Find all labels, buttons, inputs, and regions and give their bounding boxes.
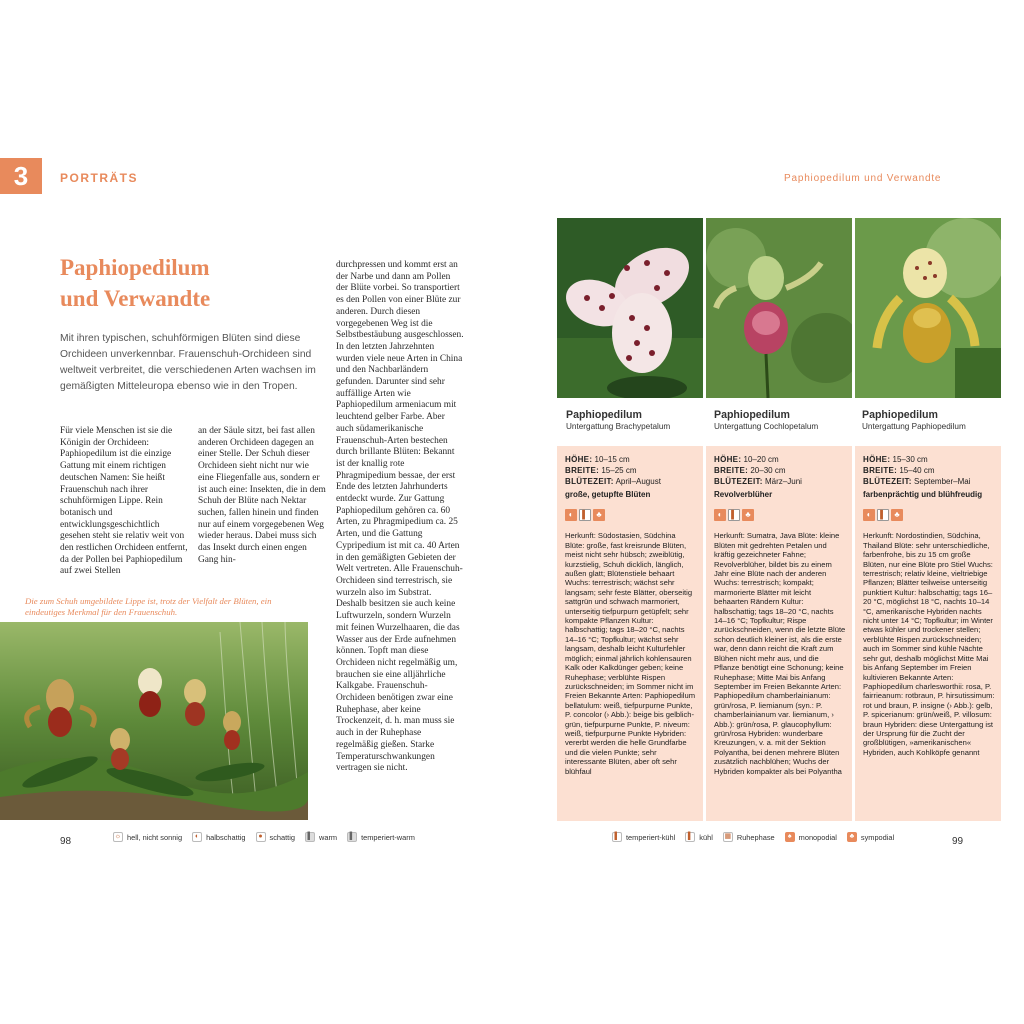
body-column-3: durchpressen und kommt erst an der Narbe und dann am Pollen der Blüte vorbei. So transportiert es den Pollen von einer Blüte zur anderen. Durch diesen vorgegebenen Weg ist die Selbstbestäubung ausgeschlossen. In den letzten Jahrzehnten wurden viele neue Arten in China und den Nachbarländern gefunden. Darunter sind sehr auffällige Arten wie Paphiopedilum armeniacum mit leuchtend gelber Farbe. Aber auch südamerikanische Frauenschuh-Arten bestechen durch brillante Blüten: Bekannt ist der knallig rote Phragmipedium bessae, der erst Ende des letzten Jahrhunderts entdeckt wurde. Zur Gattung Paphiopedilum gehören ca. 60 Arten, zu Phragmipedium ca. 25 Arten, und die Gattung Cypripedium ist mit ca. 40 Arten in den gemäßigten Gebieten der Welt vertreten. Alle Frauenschuh-Orchideen sind terrestrisch, sie wurzeln also im Substrat. Deshalb besitzen sie auch keine Luftwurzeln, sondern Wurzeln mit feinen Wurzelhaaren, die das Wasser aus der Erde aufnehmen können. Topft man diese Orchideen nicht regelmäßig um, brauchen sie eine alljährliche Kalkgabe. Frauenschuh-Orchideen benötigen zwar eine Ruhephase, aber keine Trockenzeit, d. h. man muss sie auch in der Ruhephase regelmäßig gießen. Starke Temperaturschwankungen vertragen sie nicht. xyxy=(336,260,464,774)
width-label: BREITE: xyxy=(565,466,600,475)
bloom-value: April–August xyxy=(615,477,661,486)
height-value: 10–15 cm xyxy=(594,455,630,464)
plant-name-2 xyxy=(714,409,860,431)
thermometer-temperate-cool-icon: ▌ xyxy=(877,509,889,521)
height-value: 10–20 cm xyxy=(743,455,779,464)
thermometer-cool-icon: ▌ xyxy=(685,832,695,842)
plant-genus: Paphiopedilum xyxy=(566,409,642,421)
plant-name-1 xyxy=(566,409,712,431)
plant-description: Herkunft: Südostasien, Südchina Blüte: große, fast kreisrunde Blüten, meist nicht sehr hübsch; zweiblütig, kurzstielig, Schuh dicklich, länglich, außen glatt; Blütenstiele behaart Wuchs: terrestrisch; wächst sehr langsam; sehr feste Blätter, oberseitig sattgrün und schwach marmoriert, unterseitig tiefpurpurn getüpfelt; sehr kompakte Pflanzen Kultur: halbschattig; tags 18–20 °C, nachts 14–16 °C; Topfkultur; wächst sehr langsam, deshalb leicht Kulturfehler möglich; einmal jährlich kohlensauren Kalk oder Kalkdünger geben; keine Ruhephase; verblühte Rispen zurückschneiden; im Sommer nicht im Freien Bekannte Arten: Paphiopedilum bellatulum: weiß, tiefpurpurne Punkte, P. concolor (› Abb.): beige bis gelblich-grün, tiefpurpurne Punkte, P. niveum: weiß, tiefpurpurne Punkte Hybriden: vererbt werden die helle Grundfarbe und die vielen Punkte; sehr interessante Blüten, aber oft sehr blühfaul xyxy=(565,531,696,776)
legend-label: monopodial xyxy=(798,832,837,842)
rest-phase-icon: ▦ xyxy=(724,833,732,840)
plant-subgenus: Untergattung Brachypetalum xyxy=(566,422,671,431)
care-icons xyxy=(863,509,995,521)
page-title xyxy=(60,252,320,314)
legend-label: hell, nicht sonnig xyxy=(127,832,183,842)
legend-label: halbschattig xyxy=(206,832,246,842)
height-label: HÖHE: xyxy=(565,455,593,464)
legend-label: sympodial xyxy=(860,832,895,842)
sympodial-icon: ♣ xyxy=(742,509,754,521)
page-number-right: 99 xyxy=(952,836,964,847)
bloom-label: BLÜTEZEIT: xyxy=(863,477,912,486)
plant-subgenus: Untergattung Cochlopetalum xyxy=(714,422,819,431)
half-shade-icon: ◐ xyxy=(192,832,202,842)
bloom-value: März–Juni xyxy=(765,477,802,486)
legend-label: kühl xyxy=(699,832,713,842)
thermometer-temperate-warm-icon: ▌ xyxy=(728,509,740,521)
plant-genus: Paphiopedilum xyxy=(714,409,790,421)
half-shade-icon: ◐ xyxy=(714,509,726,521)
thermometer-warm-icon: ▌ xyxy=(305,832,315,842)
shade-icon: ● xyxy=(256,832,266,842)
plant-tagline: große, getupfte Blüten xyxy=(565,490,651,499)
plant-photo-cochlopetalum xyxy=(706,218,852,398)
care-icons xyxy=(565,509,697,521)
intro-paragraph: Mit ihren typischen, schuhförmigen Blüten sind diese Orchideen unverkennbar. Frauenschuh-Orchideen sind weltweit verbreitet, die verschiedenen Arten wachsen im gemäßigten Mitteleuropa ebenso wie in den Tropen. xyxy=(60,333,316,392)
width-label: BREITE: xyxy=(863,466,898,475)
bloom-label: BLÜTEZEIT: xyxy=(565,477,614,486)
sun-icon: ☼ xyxy=(114,833,122,840)
plant-description: Herkunft: Nordostindien, Südchina, Thailand Blüte: sehr unterschiedliche, farbenfrohe, bis zu 15 cm große Blüten, nur eine Blüte pro Stiel Wuchs: terrestrisch; relativ kleine, vieltriebige Pflanzen; Blätter teilweise unterseitig punktiert Kultur: halbschattig; tags 16–20 °C, möglichst 18 °C, nachts 10–14 °C, amerikanische Hybriden nachts nicht unter 14 °C; Topfkultur; im Winter etwas kühler und trockener stellen; verblühte Rispen zurückschneiden; auch im Sommer sind kühle Nächte sehr gut, deshalb möglichst Mitte Mai bis Anfang September im Freien kultivieren Bekannte Arten: Paphiopedilum charlesworthii: rosa, P. fairrieanum: rotbraun, P. hirsutissimum: rot und braun, P. insigne (› Abb.): gelb, P. spicerianum: grün/weiß, P. villosum: braun Hybriden: diese Untergattung ist der Ursprung für die Zucht der großblütigen, »amerikanischen« Hybriden, auch Kohlköpfe genannt xyxy=(863,531,995,757)
thermometer-temperate-cool-icon: ▌ xyxy=(612,832,622,842)
running-head: Paphiopedilum und Verwandte xyxy=(784,173,942,184)
plant-info-box-2 xyxy=(706,446,852,821)
chapter-label: PORTRÄTS xyxy=(60,171,138,185)
care-icons xyxy=(714,509,846,521)
legend-right xyxy=(612,832,894,842)
plant-info-box-3 xyxy=(855,446,1001,821)
thermometer-temperate-warm-icon: ▌ xyxy=(579,509,591,521)
height-value: 15–30 cm xyxy=(892,455,928,464)
title-line-1: Paphiopedilum xyxy=(60,255,210,280)
plant-info-box-1 xyxy=(557,446,703,821)
plant-subgenus: Untergattung Paphiopedilum xyxy=(862,422,966,431)
legend-label: temperiert-kühl xyxy=(626,832,676,842)
plant-description: Herkunft: Sumatra, Java Blüte: kleine Blüten mit gedrehten Petalen und kräftig gezeichneter Fahne; Revolverblüher, bildet bis zu einem Jahr eine Blüte nach der anderen Wuchs: terrestrisch; kompakt; marmorierte Blätter mit leicht behaarten Rändern Kultur: halbschattig; tags 18–20 °C, nachts 14–16 °C; Topfkultur; Rispe zurückschneiden, wenn die letzte Blüte schon deutlich kleiner ist, als die erste war, denn dann reicht die Kraft zum Blühen nicht mehr aus, und die Pflanze benötigt eine Schonung; keine Ruhephase; Mitte Mai bis Anfang September im Freien Bekannte Arten: Paphiopedilum chamberlainianum: grün/rosa, P. liemianum (syn.: P. chamberlainianum var. liemianum, › Abb.): grün/rosa, P. glaucophyllum: grün/rosa Hybriden: wunderbare Kreuzungen, v. a. mit der Sektion Polyantha, bei denen mehrere Blüten zusätzlich nachblühen; Wuchs der Hybriden kompakter als bei Polyantha xyxy=(714,531,846,776)
bloom-value: September–Mai xyxy=(914,477,971,486)
height-label: HÖHE: xyxy=(863,455,891,464)
plant-name-3 xyxy=(862,409,1008,431)
legend-left xyxy=(113,832,415,842)
width-value: 15–25 cm xyxy=(601,466,637,475)
chapter-number: 3 xyxy=(0,158,42,194)
width-label: BREITE: xyxy=(714,466,749,475)
body-column-2: an der Säule sitzt, bei fast allen anderen Orchideen dagegen an einer Stelle. Der Schuh dieser Orchideen sieht nicht nur wie eine Fliegenfalle aus, sondern er ist auch eine: Insekten, die in dem Schuh der Blüte nach Nektar suchen, fallen hinein und finden nur auf einem vorgegebenen Weg wieder heraus. Dabei muss sich das Insekt durch einen engen Gang hin- xyxy=(198,426,326,565)
sympodial-icon: ♣ xyxy=(847,832,857,842)
sympodial-icon: ♣ xyxy=(593,509,605,521)
half-shade-icon: ◐ xyxy=(565,509,577,521)
plant-genus: Paphiopedilum xyxy=(862,409,938,421)
legend-label: schattig xyxy=(269,832,295,842)
height-label: HÖHE: xyxy=(714,455,742,464)
width-value: 20–30 cm xyxy=(750,466,786,475)
monopodial-icon: ♠ xyxy=(785,832,795,842)
thermometer-temperate-warm-icon: ▌ xyxy=(347,832,357,842)
half-shade-icon: ◐ xyxy=(863,509,875,521)
title-line-2: und Verwandte xyxy=(60,286,211,311)
sympodial-icon: ♣ xyxy=(891,509,903,521)
legend-label: warm xyxy=(319,832,338,842)
photo-caption: Die zum Schuh umgebildete Lippe ist, trotz der Vielfalt der Blüten, ein eindeutiges Merkmal für den Frauenschuh. xyxy=(25,596,272,617)
orchid-group-photo xyxy=(0,622,308,820)
legend-label: Ruhephase xyxy=(736,832,775,842)
plant-tagline: Revolverblüher xyxy=(714,490,773,499)
plant-photo-paphiopedilum xyxy=(855,218,1001,398)
legend-label: temperiert-warm xyxy=(361,832,415,842)
bloom-label: BLÜTEZEIT: xyxy=(714,477,763,486)
page-number-left: 98 xyxy=(60,836,72,847)
width-value: 15–40 cm xyxy=(899,466,935,475)
body-column-1: Für viele Menschen ist sie die Königin der Orchideen: Paphiopedilum ist die einzige Gattung mit einem richtigen deutschen Namen: Sie heißt Frauenschuh nach ihrer schuhförmigen Lippe. Rein botanisch und entwicklungsgeschichtlich gesehen steht sie relativ weit von den restlichen Orchideen entfernt, da der Pollen bei Paphiopedilum auf zwei Stellen xyxy=(60,426,188,577)
plant-photo-brachypetalum xyxy=(557,218,703,398)
plant-tagline: farbenprächtig und blühfreudig xyxy=(863,490,983,499)
